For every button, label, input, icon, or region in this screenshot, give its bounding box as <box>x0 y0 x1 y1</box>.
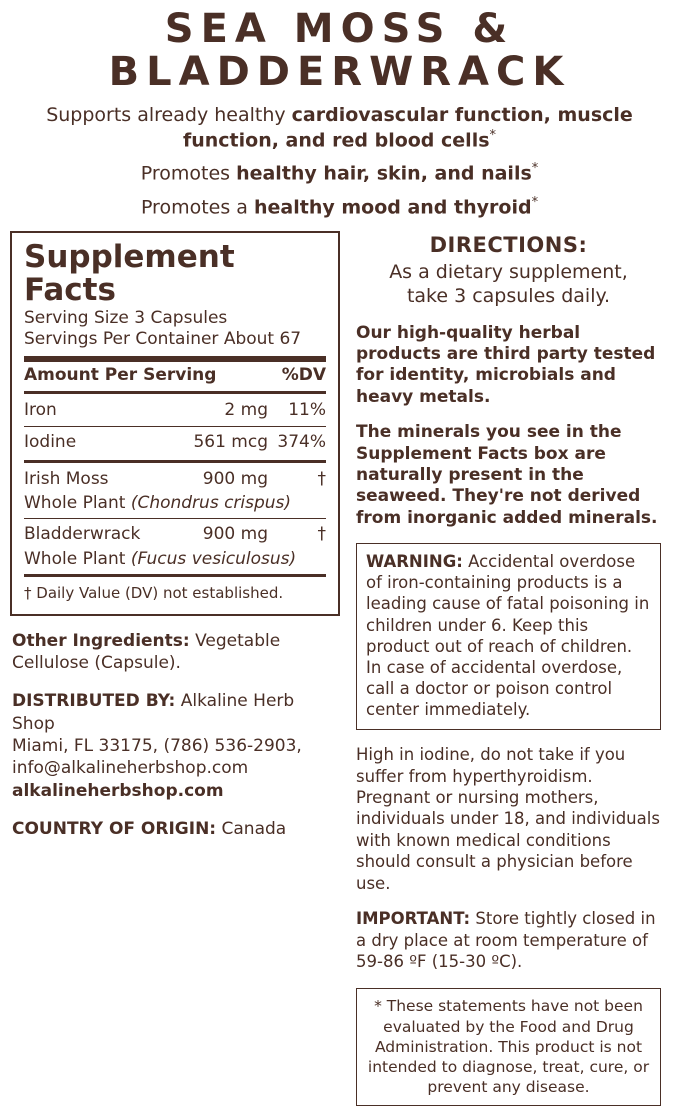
divider-thin <box>24 518 326 519</box>
iodine-note: High in iodine, do not take if you suffer from hyperthyroidism. Pregnant or nursing mothers, individuals under 18, and individuals with known medical conditions should consult a physician before use. <box>356 745 660 893</box>
amount-per-serving-header <box>24 365 326 387</box>
quality-note: Our high-quality herbal products are third party tested for identity, microbials and heavy metals. <box>356 322 656 407</box>
directions-body <box>356 261 661 309</box>
claim-asterisk: * <box>531 194 539 210</box>
botanical-part-text: Whole Plant <box>24 548 131 569</box>
title-line-2: BLADDERWRACK <box>108 49 571 96</box>
distributor-email: info@alkalineherbshop.com <box>12 758 249 779</box>
nutrient-name: Iodine <box>24 432 77 453</box>
botanical-part <box>24 548 326 571</box>
claim-prefix: Supports already healthy <box>46 104 292 127</box>
daily-value-footnote: † Daily Value (DV) not established. <box>24 584 284 603</box>
directions-line-2: take 3 capsules daily. <box>406 284 611 307</box>
important-note <box>356 908 661 972</box>
page-title <box>10 8 669 94</box>
claim-prefix: Promotes a <box>140 195 254 218</box>
distributor-website[interactable]: alkalineherbshop.com <box>12 780 224 801</box>
botanical-name: Irish Moss <box>24 468 109 489</box>
fda-disclaimer-box <box>356 988 661 1106</box>
important-label: IMPORTANT: <box>356 909 471 929</box>
title-line-1: SEA MOSS & <box>164 6 515 52</box>
nutrient-row <box>24 430 326 456</box>
warning-box <box>356 543 661 730</box>
distributed-by-label: DISTRIBUTED BY: <box>12 691 176 712</box>
nutrient-dv: 11% <box>288 399 326 420</box>
divider-medium <box>24 391 326 394</box>
distributor-address: Miami, FL 33175, (786) 536-2903, <box>12 736 302 757</box>
fda-disclaimer-text: * These statements have not been evaluated by the Food and Drug Administration. This product is not intended to diagnose, treat, cure, or prevent any disease. <box>367 997 650 1097</box>
claim-item <box>10 104 669 152</box>
left-column <box>10 231 340 1106</box>
divider-thick <box>24 356 326 362</box>
divider-medium <box>24 460 326 463</box>
warning-text: Accidental overdose of iron-containing products is a leading cause of fatal poisoning in children under 6. Keep this product out of reach of children. In case of accidental overdose, call a doctor or poison control center immediately. <box>366 552 650 719</box>
claim-bold: cardiovascular function, muscle function, and red blood cells <box>182 104 633 151</box>
nutrient-row <box>24 398 326 424</box>
right-column <box>356 231 661 1106</box>
claim-asterisk: * <box>489 127 497 143</box>
important-text: Store tightly closed in a dry place at room temperature of 59-86 ºF (15-30 ºC). <box>356 909 656 972</box>
nutrient-amount: 2 mg <box>224 399 268 420</box>
distributor-company: Alkaline Herb Shop <box>12 691 295 734</box>
botanical-amount: 900 mg <box>202 524 268 545</box>
claims-list <box>10 104 669 219</box>
botanical-name: Bladderwrack <box>24 524 141 545</box>
botanical-part <box>24 492 326 515</box>
country-of-origin-value: Canada <box>216 819 287 840</box>
minerals-note: The minerals you see in the Supplement Facts box are naturally present in the seaweed. They're not derived from inorganic added minerals. <box>356 422 658 528</box>
directions-heading: DIRECTIONS: <box>429 233 588 258</box>
header-amount-per-serving: Amount Per Serving <box>24 364 217 385</box>
country-of-origin <box>12 818 338 840</box>
label-page <box>0 6 679 1097</box>
botanical-part-text: Whole Plant <box>24 493 131 514</box>
distributed-by <box>12 690 338 802</box>
servings-per-container: Servings Per Container About 67 <box>24 328 302 349</box>
nutrient-amount: 561 mcg <box>193 432 268 453</box>
other-ingredients <box>12 630 338 674</box>
claim-prefix: Promotes <box>140 162 237 185</box>
warning-label: WARNING: <box>366 552 463 572</box>
divider-thin <box>24 426 326 427</box>
claim-item <box>10 161 669 186</box>
supplement-facts-panel <box>10 231 340 616</box>
claim-item <box>10 195 669 220</box>
nutrient-dv: 374% <box>277 432 326 453</box>
botanical-latin-name: (Fucus vesiculosus) <box>130 548 297 569</box>
claim-asterisk: * <box>531 161 539 177</box>
claim-bold: healthy hair, skin, and nails <box>236 162 532 185</box>
nutrient-name: Iron <box>24 399 57 420</box>
left-column-text <box>10 630 340 840</box>
botanical-dv: † <box>317 468 326 489</box>
botanical-row <box>24 467 326 493</box>
other-ingredients-label: Other Ingredients: <box>12 630 190 651</box>
country-of-origin-label: COUNTRY OF ORIGIN: <box>12 819 217 840</box>
label-columns <box>10 231 669 1106</box>
botanical-dv: † <box>317 524 326 545</box>
botanical-amount: 900 mg <box>202 468 268 489</box>
supplement-facts-title: Supplement Facts <box>24 239 235 308</box>
header-percent-dv: %DV <box>281 364 326 385</box>
divider-medium <box>24 574 326 577</box>
botanical-row <box>24 522 326 548</box>
directions-line-1: As a dietary supplement, <box>389 261 628 284</box>
other-ingredients-text: Vegetable Cellulose (Capsule). <box>12 630 281 674</box>
claim-bold: healthy mood and thyroid <box>253 195 532 218</box>
serving-size: Serving Size 3 Capsules <box>24 308 228 329</box>
botanical-latin-name: (Chondrus crispus) <box>130 493 292 514</box>
